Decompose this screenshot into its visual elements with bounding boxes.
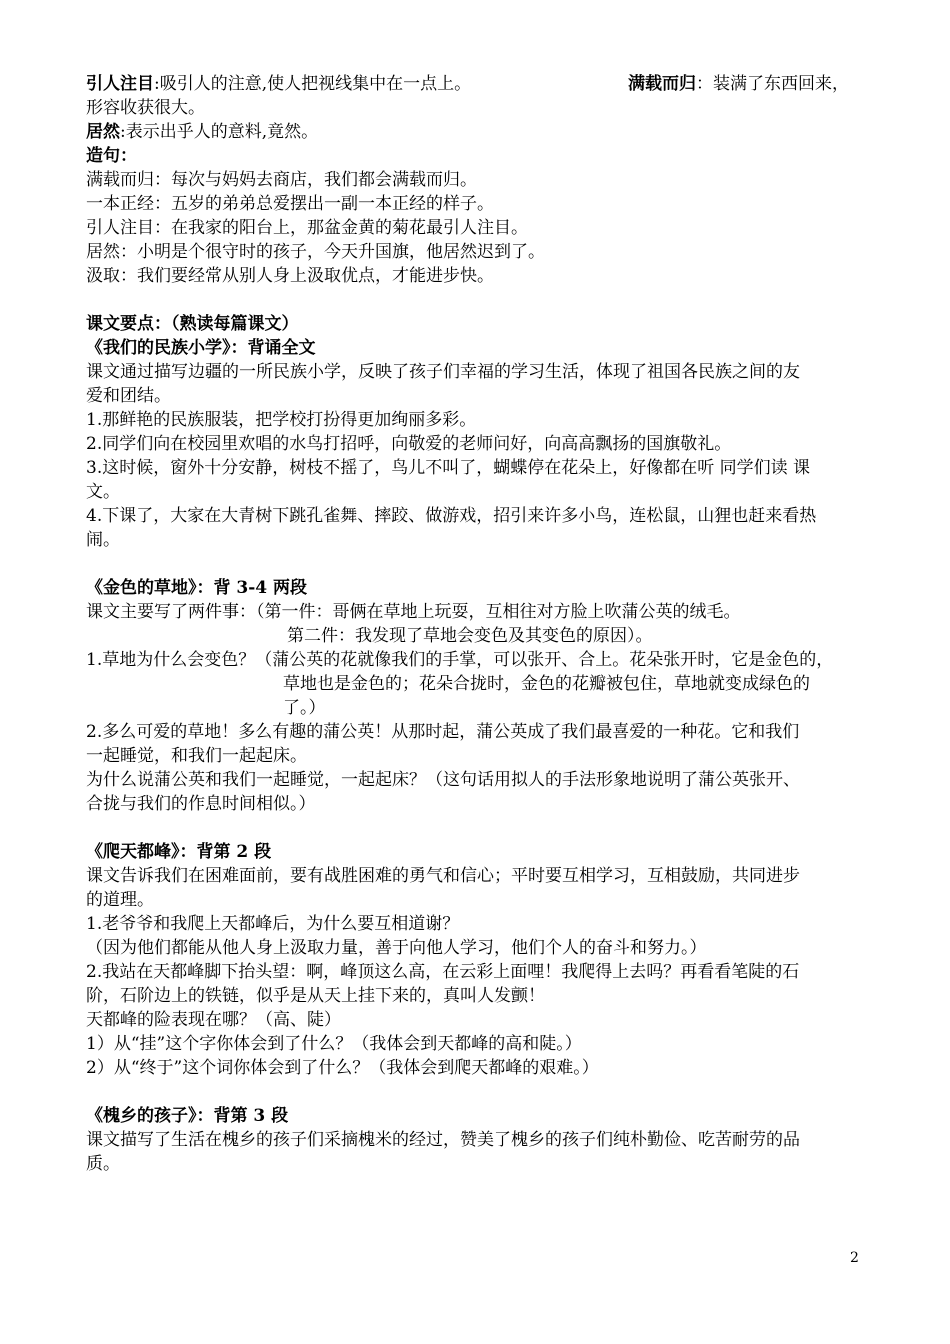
sentence-item: 满载而归：每次与妈妈去商店，我们都会满载而归。 bbox=[86, 170, 477, 190]
section-line: 闹。 bbox=[86, 530, 120, 550]
sentence-item: 居然：小明是个很守时的孩子，今天升国旗，他居然迟到了。 bbox=[86, 242, 545, 262]
section-line: 课文主要写了两件事：（第一件：哥俩在草地上玩耍，互相往对方脸上吹蒲公英的绒毛。 bbox=[86, 602, 741, 622]
section-line: 质。 bbox=[86, 1154, 120, 1174]
section-line: 的道理。 bbox=[86, 890, 154, 910]
vocab-term: 引人注目 bbox=[86, 74, 154, 94]
section-line: 1.老爷爷和我爬上天都峰后，为什么要互相道谢？ bbox=[86, 914, 460, 934]
section-line: （因为他们都能从他人身上汲取力量，善于向他人学习，他们个人的奋斗和努力。） bbox=[86, 938, 707, 958]
section-line: 课文通过描写边疆的一所民族小学，反映了孩子们幸福的学习生活，体现了祖国各民族之间的友 bbox=[86, 362, 800, 382]
vocab-def-cont: 形容收获很大。 bbox=[86, 98, 205, 118]
section-line: 1）从“挂”这个字你体会到了什么？（我体会到天都峰的高和陡。） bbox=[86, 1034, 582, 1054]
vocab-def: :表示出乎人的意料,竟然。 bbox=[120, 122, 319, 142]
section-title: 《我们的民族小学》：背诵全文 bbox=[86, 338, 316, 358]
section-line: 1.那鲜艳的民族服装，把学校打扮得更加绚丽多彩。 bbox=[86, 410, 477, 430]
section-title: 《爬天都峰》：背第 2 段 bbox=[86, 842, 272, 862]
section-line: 天都峰的险表现在哪？（高、陡） bbox=[86, 1010, 341, 1030]
section-line: 了。） bbox=[283, 698, 326, 718]
sentences-heading: 造句： bbox=[86, 146, 137, 166]
document-page bbox=[86, 72, 892, 1176]
vocab-right bbox=[628, 72, 849, 96]
section-line: 课文描写了生活在槐乡的孩子们采摘槐米的经过，赞美了槐乡的孩子们纯朴勤俭、吃苦耐劳的品 bbox=[86, 1130, 800, 1150]
sentence-item: 一本正经：五岁的弟弟总爱摆出一副一本正经的样子。 bbox=[86, 194, 494, 214]
vocab-line-3 bbox=[86, 120, 892, 144]
vocab-def: :吸引人的注意,使人把视线集中在一点上。 bbox=[154, 74, 472, 94]
vocab-term: 满载而归 bbox=[628, 74, 696, 94]
sentence-item: 引人注目：在我家的阳台上，那盆金黄的菊花最引人注目。 bbox=[86, 218, 528, 238]
section-line: 1.草地为什么会变色？（蒲公英的花就像我们的手掌，可以张开、合上。花朵张开时，它是金色的， bbox=[86, 650, 834, 670]
section-line: 2.我站在天都峰脚下抬头望：啊，峰顶这么高，在云彩上面哩！我爬得上去吗？再看看笔陡的石 bbox=[86, 962, 800, 982]
section-line: 2）从“终于”这个词你体会到了什么？（我体会到爬天都峰的艰难。） bbox=[86, 1058, 599, 1078]
vocab-term: 居然 bbox=[86, 122, 120, 142]
section-line: 课文告诉我们在困难面前，要有战胜困难的勇气和信心；平时要互相学习，互相鼓励，共同进步 bbox=[86, 866, 800, 886]
section-line: 2.多么可爱的草地！多么有趣的蒲公英！从那时起，蒲公英成了我们最喜爱的一种花。它和我们 bbox=[86, 722, 800, 742]
page-number: 2 bbox=[850, 1250, 859, 1266]
section-line: 合拢与我们的作息时间相似。） bbox=[86, 794, 316, 814]
section-line: 草地也是金色的；花朵合拢时，金色的花瓣被包住，草地就变成绿色的 bbox=[283, 674, 810, 694]
section-line: 3.这时候，窗外十分安静，树枝不摇了，鸟儿不叫了，蝴蝶停在花朵上，好像都在听 同学们读 课 bbox=[86, 458, 811, 478]
vocab-def: ：装满了东西回来， bbox=[696, 74, 849, 94]
section-title: 《金色的草地》：背 3-4 两段 bbox=[86, 578, 308, 598]
vocab-line-1 bbox=[86, 72, 892, 96]
keypoints-heading: 课文要点：（熟读每篇课文） bbox=[86, 314, 299, 334]
section-line: 4.下课了，大家在大青树下跳孔雀舞、摔跤、做游戏，招引来许多小鸟，连松鼠，山狸也赶来看热 bbox=[86, 506, 817, 526]
section-line: 一起睡觉，和我们一起起床。 bbox=[86, 746, 307, 766]
section-line: 文。 bbox=[86, 482, 120, 502]
section-line: 爱和团结。 bbox=[86, 386, 171, 406]
sentence-item: 汲取：我们要经常从别人身上汲取优点，才能进步快。 bbox=[86, 266, 494, 286]
section-line: 阶，石阶边上的铁链，似乎是从天上挂下来的，真叫人发颤！ bbox=[86, 986, 545, 1006]
section-line: 第二件：我发现了草地会变色及其变色的原因）。 bbox=[287, 626, 653, 646]
section-line: 为什么说蒲公英和我们一起睡觉，一起起床？（这句话用拟人的手法形象地说明了蒲公英张开、 bbox=[86, 770, 800, 790]
section-line: 2.同学们向在校园里欢唱的水鸟打招呼，向敬爱的老师问好，向高高飘扬的国旗敬礼。 bbox=[86, 434, 732, 454]
section-title: 《槐乡的孩子》：背第 3 段 bbox=[86, 1106, 289, 1126]
